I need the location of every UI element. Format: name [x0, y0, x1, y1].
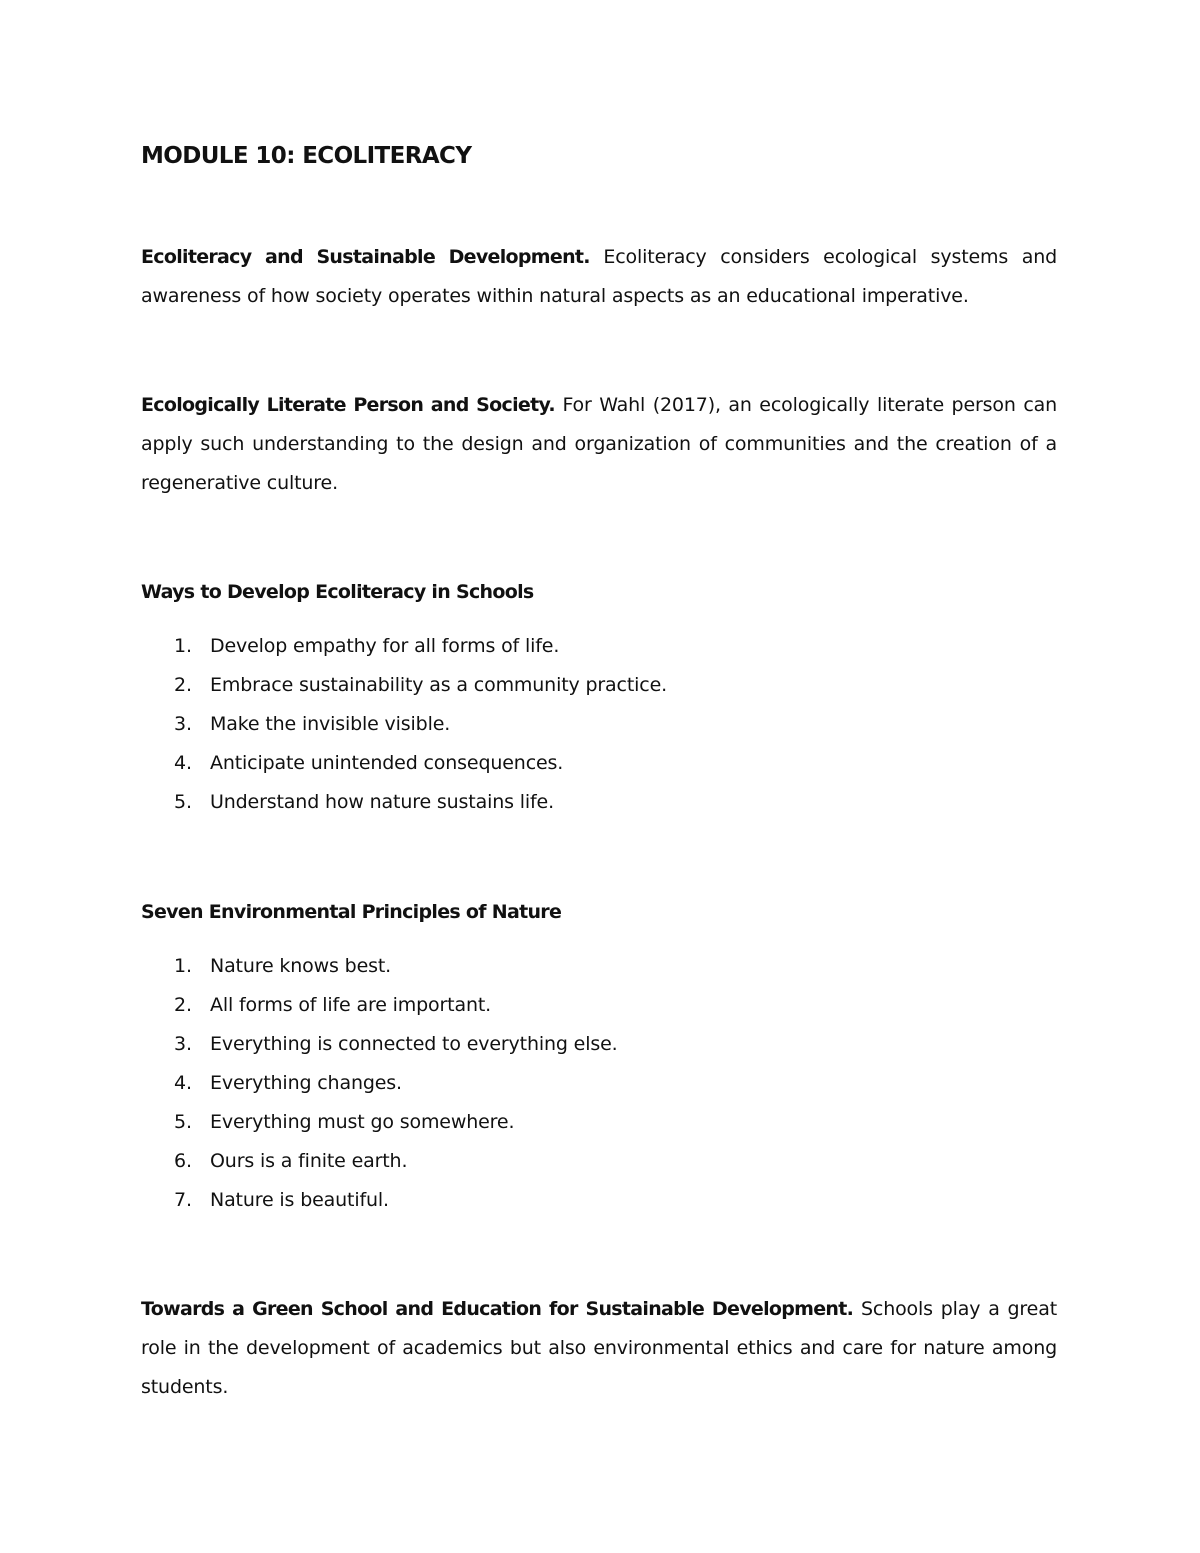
paragraph-lead: Towards a Green School and Education for Sustainable Development.	[141, 1298, 854, 1320]
list-number: 4.	[174, 752, 192, 774]
list-text: Make the invisible visible.	[210, 713, 451, 735]
page-title: MODULE 10: ECOLITERACY	[141, 143, 472, 169]
section-heading-principles: Seven Environmental Principles of Nature	[141, 901, 562, 923]
paragraph-body: For Wahl (2017), an ecologically literate person can apply such understanding to the design and organization of communities and the creation of a regenerative culture.	[141, 394, 1058, 494]
list-text: Nature is beautiful.	[210, 1189, 389, 1211]
paragraph-body: Ecoliteracy considers ecological systems and awareness of how society operates within natural aspects as an educational imperative.	[141, 246, 1057, 307]
list-number: 3.	[174, 713, 192, 735]
list-text: Nature knows best.	[210, 955, 392, 977]
list-number: 5.	[174, 1111, 192, 1133]
list-text: Ours is a finite earth.	[210, 1150, 408, 1172]
section-heading-ways: Ways to Develop Ecoliteracy in Schools	[141, 581, 534, 603]
list-number: 7.	[174, 1189, 192, 1211]
list-number: 1.	[174, 635, 192, 657]
paragraph-sustainable-development	[141, 238, 1057, 316]
list-number: 3.	[174, 1033, 192, 1055]
list-text: Understand how nature sustains life.	[210, 791, 554, 813]
list-number: 2.	[174, 674, 192, 696]
list-text: Develop empathy for all forms of life.	[210, 635, 560, 657]
paragraph-body: Schools play a great role in the development of academics but also environmental ethics and care for nature among students.	[141, 1298, 1058, 1398]
list-text: Embrace sustainability as a community practice.	[210, 674, 667, 696]
list-number: 2.	[174, 994, 192, 1016]
list-text: Everything changes.	[210, 1072, 402, 1094]
list-number: 6.	[174, 1150, 192, 1172]
paragraph-green-school	[141, 1290, 1057, 1407]
paragraph-lead: Ecologically Literate Person and Society.	[141, 394, 555, 416]
list-text: All forms of life are important.	[210, 994, 492, 1016]
list-text: Everything is connected to everything else.	[210, 1033, 618, 1055]
paragraph-lead: Ecoliteracy and Sustainable Development.	[141, 246, 590, 268]
list-text: Anticipate unintended consequences.	[210, 752, 564, 774]
paragraph-literate-person	[141, 386, 1057, 503]
list-text: Everything must go somewhere.	[210, 1111, 515, 1133]
list-number: 5.	[174, 791, 192, 813]
list-number: 4.	[174, 1072, 192, 1094]
list-number: 1.	[174, 955, 192, 977]
